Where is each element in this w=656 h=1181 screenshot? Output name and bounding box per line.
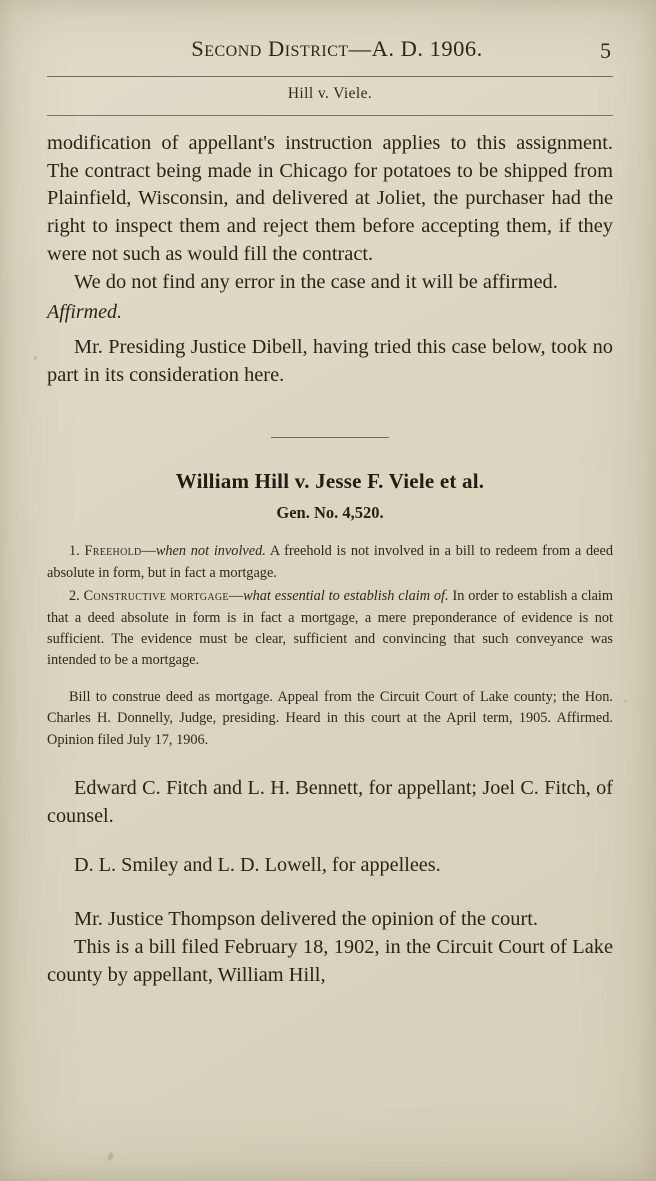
divider-rule <box>271 437 389 438</box>
page-speck <box>107 1151 115 1161</box>
syllabus-dash: — <box>141 543 156 560</box>
running-head <box>47 36 613 70</box>
header-rule-bottom <box>47 115 613 116</box>
page-speck <box>34 356 37 360</box>
counsel-appellant: Edward C. Fitch and L. H. Bennett, for appellant; Joel C. Fitch, of counsel. <box>47 777 613 827</box>
running-head-title: Second District—A. D. 1906. <box>191 36 483 61</box>
syllabus-dash: — <box>228 588 244 605</box>
case-statement <box>47 687 613 751</box>
syllabus-text: In order to establish a claim that a deed absolute in form is in fact a mortgage, a mere preponderance of evidence is not sufficient. The evidence must be clear, sufficient and convincing that such conveyance was intended to be a mortgage. <box>47 588 614 669</box>
recusal-note: Mr. Presiding Justice Dibell, having tried this case below, took no part in its consideration here. <box>47 335 613 386</box>
syllabus-item <box>47 586 613 672</box>
header-rule-top <box>47 76 613 77</box>
syllabus-item <box>47 541 613 584</box>
counsel-appellees: D. L. Smiley and L. D. Lowell, for appellees. <box>74 854 441 877</box>
page-speck <box>624 700 627 703</box>
continued-paragraph-2: We do not find any error in the case and it will be affirmed. <box>74 271 558 294</box>
page-number: 5 <box>600 38 611 63</box>
disposition-affirmed: Affirmed. <box>47 300 122 323</box>
syllabus-number: 1. <box>69 543 80 560</box>
case-title: William Hill v. Jesse F. Viele et al. <box>175 469 485 494</box>
syllabus-headword: Freehold <box>84 543 142 560</box>
opinion-paragraph-1: This is a bill filed February 18, 1902, in the Circuit Court of Lake county by appellant, William Hill, <box>47 936 613 987</box>
counsel-block <box>47 775 613 879</box>
syllabus-topic: when not involved. <box>155 543 266 560</box>
syllabus-topic: what essential to establish claim of. <box>243 588 449 605</box>
opinion-author-line: Mr. Justice Thompson delivered the opinion of the court. <box>74 907 538 930</box>
continued-paragraph-1: modification of appellant's instruction applies to this assignment. The contract being made in Chicago for potatoes to be shipped from Plainfield, Wisconsin, and delivered at Joliet, the purchaser had the right to inspect them and reject them before accepting them, if they were not such as would fill the contract. <box>47 132 613 265</box>
page-content <box>47 36 613 990</box>
section-divider <box>47 425 613 443</box>
syllabus <box>47 541 613 672</box>
case-statement-text: Bill to construe deed as mortgage. Appeal from the Circuit Court of Lake county; the Hon. Charles H. Donnelly, Judge, presiding. Heard in this court at the April term, 1905. Affirmed. Opinion filed July 17, 1906. <box>47 688 613 748</box>
opinion-block <box>47 906 613 990</box>
syllabus-number: 2. <box>69 588 80 605</box>
syllabus-headword: Constructive mortgage <box>83 588 229 605</box>
case-docket-number: Gen. No. 4,520. <box>276 503 384 523</box>
case-running-title: Hill v. Viele. <box>287 85 373 102</box>
syllabus-text: A freehold is not involved in a bill to redeem from a deed absolute in form, but in fact a mortgage. <box>47 543 613 581</box>
continued-opinion <box>47 130 613 389</box>
